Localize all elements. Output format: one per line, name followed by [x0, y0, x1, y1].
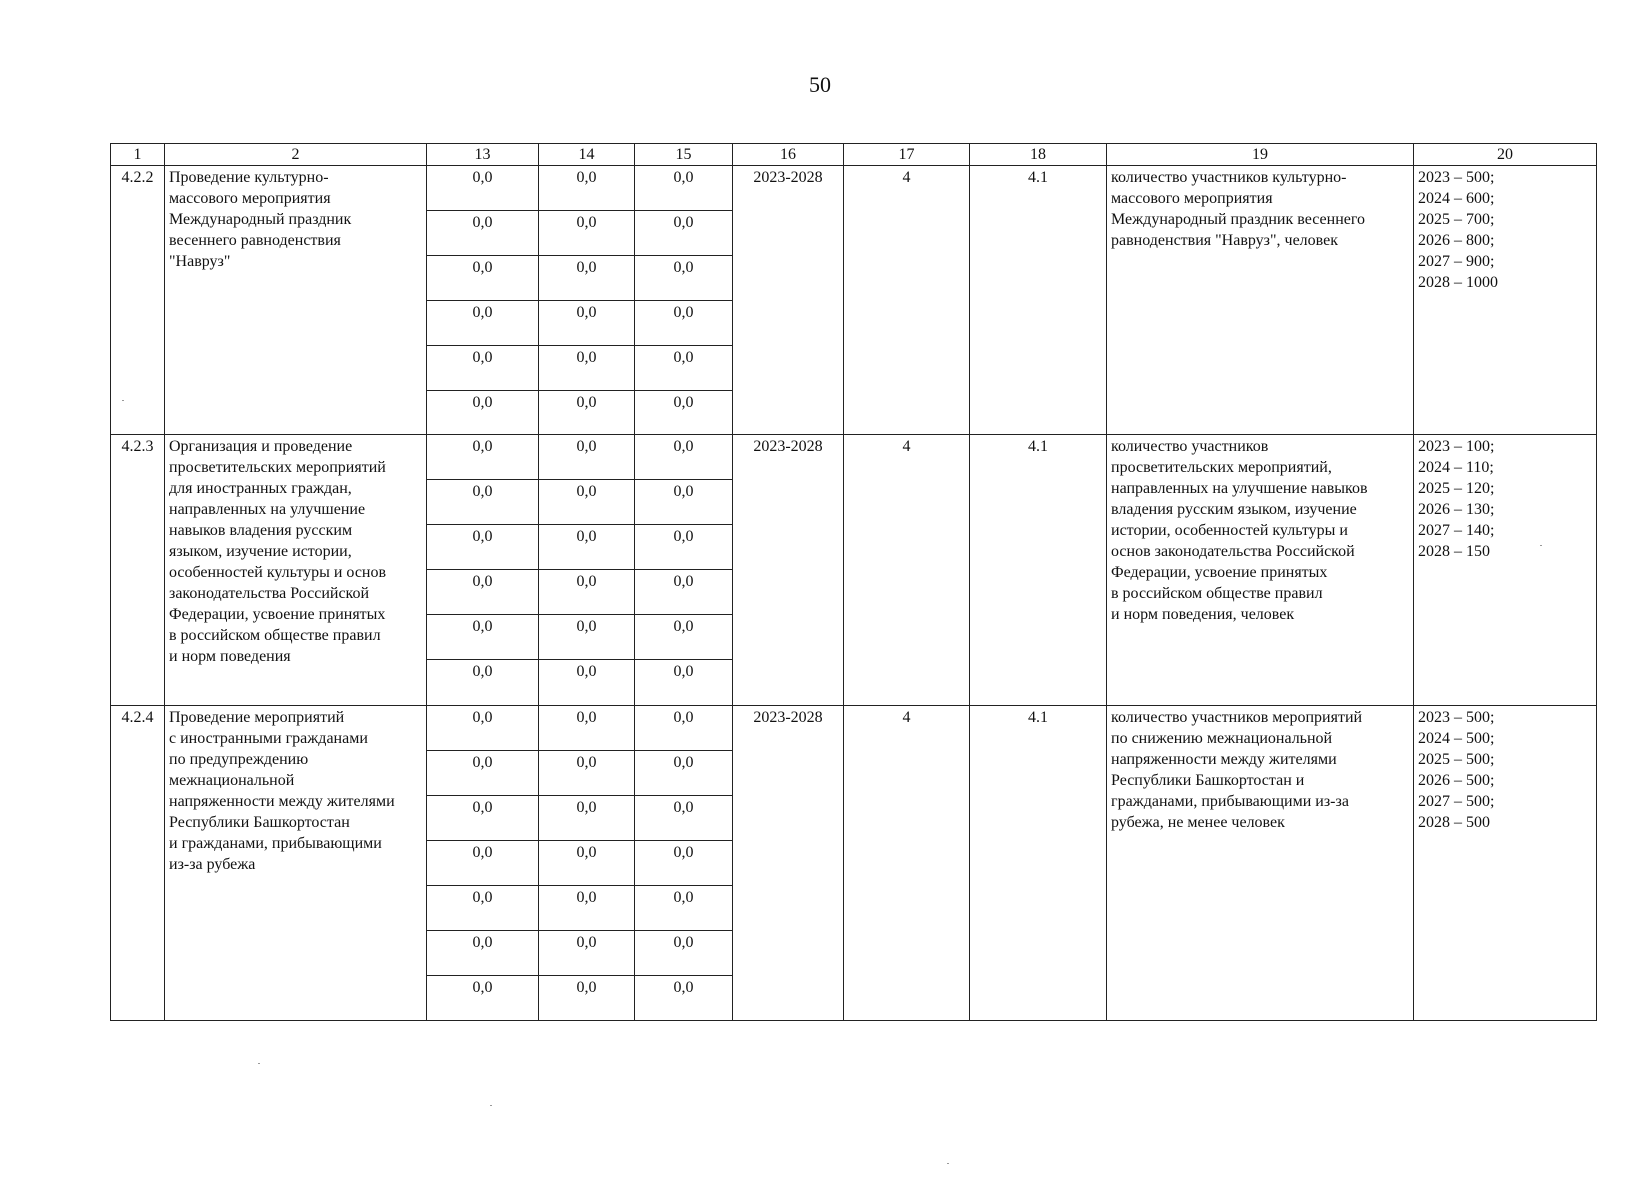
funding-value: 0,0 [635, 706, 733, 751]
funding-value: 0,0 [427, 211, 539, 256]
funding-value: 0,0 [427, 841, 539, 886]
col17-value: 4 [844, 166, 970, 435]
row-code: 4.2.2 [111, 166, 165, 435]
measure-title: Организация и проведение просветительских мероприятий для иностранных граждан, направленных на улучшение навыков владения русским языком, изучение истории, особенностей культуры и основ законодательства Российской Федерации, усвоение принятых в российском обществе правил и норм поведения [165, 435, 427, 706]
funding-value: 0,0 [427, 796, 539, 841]
table-row [111, 706, 1597, 751]
funding-value: 0,0 [635, 435, 733, 480]
funding-value: 0,0 [539, 256, 635, 301]
page-number: 50 [809, 72, 831, 97]
funding-value: 0,0 [539, 931, 635, 976]
funding-value: 0,0 [635, 570, 733, 615]
scan-speck [1540, 545, 1542, 546]
target-values: 2023 – 100; 2024 – 110; 2025 – 120; 2026 – 130; 2027 – 140; 2028 – 150 [1414, 435, 1597, 706]
table-row [111, 166, 1597, 211]
measure-title: Проведение мероприятий с иностранными гражданами по предупреждению межнациональной напряженности между жителями Республики Башкортостан и гражданами, прибывающими из-за рубежа [165, 706, 427, 1021]
funding-value: 0,0 [635, 346, 733, 391]
funding-value: 0,0 [635, 525, 733, 570]
funding-value: 0,0 [539, 570, 635, 615]
scan-speck [947, 1163, 949, 1164]
indicator-text: количество участников просветительских мероприятий, направленных на улучшение навыков владения русским языком, изучение истории, особенностей культуры и основ законодательства Российской Федерации, усвоение принятых в российском обществе правил и норм поведения, человек [1107, 435, 1414, 706]
column-header: 14 [539, 144, 635, 166]
funding-value: 0,0 [539, 796, 635, 841]
funding-value: 0,0 [635, 615, 733, 660]
funding-value: 0,0 [539, 435, 635, 480]
indicator-text: количество участников культурно- массового мероприятия Международный праздник весеннего равноденствия "Навруз", человек [1107, 166, 1414, 435]
scan-speck [122, 400, 124, 401]
column-header: 15 [635, 144, 733, 166]
funding-value: 0,0 [635, 886, 733, 931]
funding-value: 0,0 [635, 211, 733, 256]
funding-value: 0,0 [427, 706, 539, 751]
funding-value: 0,0 [539, 525, 635, 570]
column-header: 16 [733, 144, 844, 166]
funding-value: 0,0 [635, 751, 733, 796]
funding-value: 0,0 [539, 976, 635, 1021]
program-table [110, 143, 1597, 1021]
funding-value: 0,0 [427, 751, 539, 796]
funding-value: 0,0 [539, 841, 635, 886]
funding-value: 0,0 [427, 391, 539, 435]
funding-value: 0,0 [539, 391, 635, 435]
funding-value: 0,0 [635, 256, 733, 301]
column-header: 20 [1414, 144, 1597, 166]
funding-value: 0,0 [427, 976, 539, 1021]
funding-value: 0,0 [635, 841, 733, 886]
period: 2023-2028 [733, 166, 844, 435]
column-header: 19 [1107, 144, 1414, 166]
funding-value: 0,0 [539, 211, 635, 256]
funding-value: 0,0 [635, 796, 733, 841]
indicator-text: количество участников мероприятий по снижению межнациональной напряженности между жителями Республики Башкортостан и гражданами, прибывающими из-за рубежа, не менее человек [1107, 706, 1414, 1021]
funding-value: 0,0 [635, 976, 733, 1021]
funding-value: 0,0 [539, 166, 635, 211]
funding-value: 0,0 [539, 751, 635, 796]
funding-value: 0,0 [539, 886, 635, 931]
funding-value: 0,0 [539, 660, 635, 706]
funding-value: 0,0 [635, 391, 733, 435]
funding-value: 0,0 [635, 480, 733, 525]
funding-value: 0,0 [427, 480, 539, 525]
column-header: 18 [970, 144, 1107, 166]
target-values: 2023 – 500; 2024 – 600; 2025 – 700; 2026 – 800; 2027 – 900; 2028 – 1000 [1414, 166, 1597, 435]
period: 2023-2028 [733, 435, 844, 706]
funding-value: 0,0 [427, 660, 539, 706]
funding-value: 0,0 [635, 166, 733, 211]
funding-value: 0,0 [427, 570, 539, 615]
funding-value: 0,0 [635, 931, 733, 976]
funding-value: 0,0 [427, 346, 539, 391]
funding-value: 0,0 [427, 435, 539, 480]
col17-value: 4 [844, 435, 970, 706]
scan-speck [258, 1063, 260, 1064]
row-code: 4.2.3 [111, 435, 165, 706]
column-header: 1 [111, 144, 165, 166]
col18-value: 4.1 [970, 435, 1107, 706]
funding-value: 0,0 [539, 706, 635, 751]
funding-value: 0,0 [635, 660, 733, 706]
funding-value: 0,0 [427, 301, 539, 346]
scan-speck [490, 1105, 492, 1106]
funding-value: 0,0 [539, 301, 635, 346]
measure-title: Проведение культурно- массового мероприятия Международный праздник весеннего равноденствия "Навруз" [165, 166, 427, 435]
column-header: 13 [427, 144, 539, 166]
col17-value: 4 [844, 706, 970, 1021]
row-code: 4.2.4 [111, 706, 165, 1021]
funding-value: 0,0 [427, 615, 539, 660]
funding-value: 0,0 [635, 301, 733, 346]
funding-value: 0,0 [427, 166, 539, 211]
funding-value: 0,0 [427, 525, 539, 570]
funding-value: 0,0 [539, 615, 635, 660]
funding-value: 0,0 [427, 256, 539, 301]
column-header-row [111, 144, 1597, 166]
funding-value: 0,0 [427, 886, 539, 931]
col18-value: 4.1 [970, 166, 1107, 435]
funding-value: 0,0 [427, 931, 539, 976]
col18-value: 4.1 [970, 706, 1107, 1021]
column-header: 17 [844, 144, 970, 166]
funding-value: 0,0 [539, 480, 635, 525]
table-row [111, 435, 1597, 480]
period: 2023-2028 [733, 706, 844, 1021]
funding-value: 0,0 [539, 346, 635, 391]
column-header: 2 [165, 144, 427, 166]
target-values: 2023 – 500; 2024 – 500; 2025 – 500; 2026 – 500; 2027 – 500; 2028 – 500 [1414, 706, 1597, 1021]
